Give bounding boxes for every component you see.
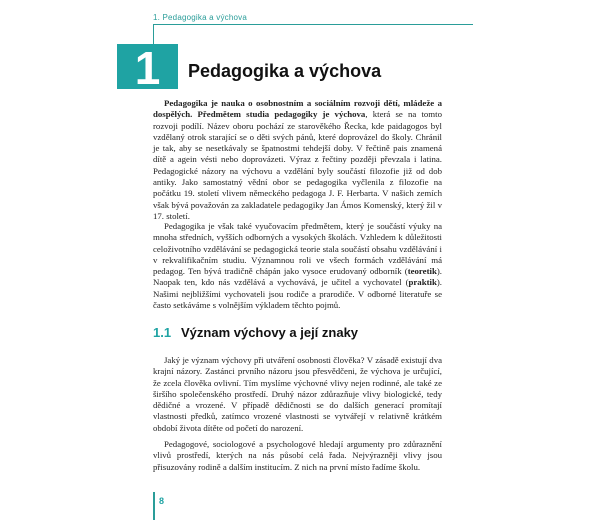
chapter-title: Pedagogika a výchova [188, 61, 382, 81]
intro-lead-bold: Pedagogika je nauka o osobnostním a sociálním rozvoji dětí, mládeže a dospělých. Předmětem studia pedagogiky je výchova [153, 98, 442, 120]
section-number: 1.1 [153, 325, 172, 340]
footer-rule [153, 492, 155, 520]
section-paragraph-1 [153, 355, 442, 434]
intro-text: , která se na tomto rozvoji podílí. Název oboru pochází ze starověkého Řecka, kde paidagogos byl vzdělaný otrok starající se o děti svých pánů, které doprovázel do školy. Chránil je tak, aby se nesetkávaly se špatnostmi tehdejší doby. V řečtině pais znamená dítě a agein vésti nebo doprovázeti. Výraz z řečtiny později převzala i latina. Pedagogické názory na výchovu a vzdělání byly součástí filozofie již od dob antiky. Jako samostatný vědní obor se pedagogika vyčlenila z filozofie na počátku 19. století vlivem německého pedagoga J. F. Herbarta. V našich zemích však bývá považován za zakladatele pedagogiky Jan Ámos Komenský, který žil v 17. století. [153, 109, 442, 221]
section-para1-text: Jaký je význam výchovy při utváření osobnosti člověka? V zásadě existují dva krajní názory. Zastánci prvního názoru jsou přesvědčeni, že výchova je určující, že zcela člověka ovlivní. Tím myslíme výchovné vlivy nejen rodinné, ale také ze širšího společenského prostředí. Druhý názor zdůrazňuje vlivy biologické, tedy dědičné a vrozené. V případě dědičnosti se do dalších generací promítají vlastnosti předků, zatímco vrozené vlastnosti se vytvářejí v relativně krátkém období života dítěte od početí do narození. [153, 355, 442, 433]
intro-paragraph [153, 98, 442, 222]
chapter-number: 1 [134, 42, 161, 94]
paragraph-2 [153, 221, 442, 311]
section-para2-text: Pedagogové, sociologové a psychologové hledají argumenty pro zdůraznění vlivů prostředí, kterých na nás působí celá řada. Nejvýrazněji vlivy jsou přisuzovány rodině a dalším institucím. Z nich na první místo řadíme školu. [153, 439, 442, 472]
section-paragraph-2 [153, 439, 442, 473]
para2-part2: ). Naopak ten, kdo nás vzdělává a vychovává, je učitel a vychovatel ( [153, 266, 442, 288]
term-praktik: praktik [408, 277, 437, 288]
para2-part1: Pedagogika je však také vyučovacím předmětem, který je součástí výuky na mnoha středních, vyšších odborných a vysokých školách. Vzhledem k důležitosti celoživotního vzdělávání se pedagogická teorie stala součástí obsahu vzdělávání i v rekvalifikačním studiu. Významnou roli ve všech formách vzdělávání má pedagog. Ten bývá tradičně chápán jako vysoce erudovaný odborník ( [153, 221, 442, 277]
para2-part3: ). Našimi nejbližšími vychovateli jsou rodiče a prarodiče. V odborné literatuře se často setkáváme s volnějším výkladem těchto pojmů. [153, 277, 442, 311]
chapter-number-block [117, 42, 178, 94]
term-teoretik: teoretik [407, 266, 437, 277]
header-rule [153, 24, 473, 25]
page-number: 8 [159, 496, 165, 506]
running-head: 1. Pedagogika a výchova [153, 13, 247, 22]
section-title: Význam výchovy a její znaky [181, 325, 359, 340]
